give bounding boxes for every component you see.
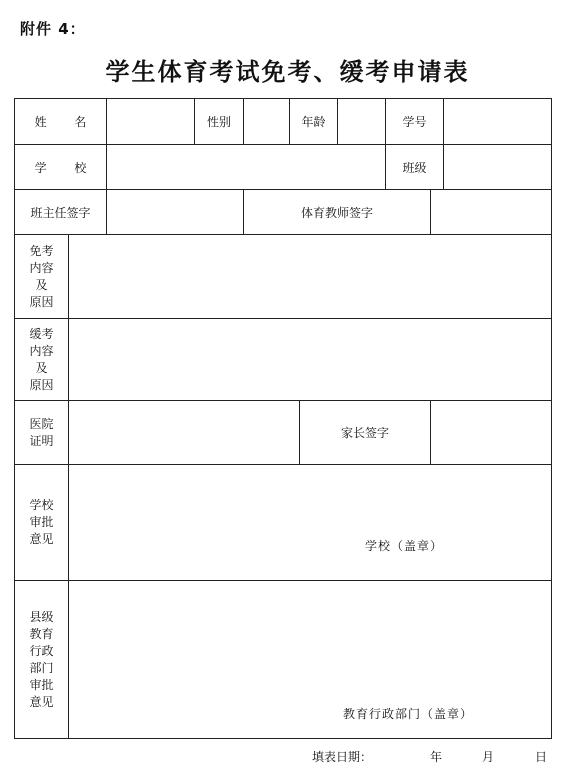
name-label: 姓 名 <box>34 115 99 129</box>
county-review-field[interactable] <box>69 581 552 739</box>
fill-date-label: 填表日期： <box>312 750 373 764</box>
row-hospital <box>15 401 552 465</box>
gender-label: 性别 <box>195 99 244 145</box>
defer-label: 缓考 内容 及 原因 <box>29 326 54 392</box>
age-field[interactable] <box>338 99 386 145</box>
county-review-label-cell <box>15 581 69 739</box>
row-county-review <box>15 581 552 739</box>
hospital-label-cell <box>15 401 69 465</box>
hospital-proof-field[interactable] <box>69 401 300 465</box>
student-id-field[interactable] <box>444 99 552 145</box>
application-form-table <box>14 98 552 739</box>
row-basic-info <box>15 99 552 145</box>
school-label: 学 校 <box>34 160 99 175</box>
pe-teacher-sign-label: 体育教师签字 <box>244 190 431 235</box>
name-label-cell <box>15 99 107 145</box>
gender-field[interactable] <box>244 99 290 145</box>
parent-sign-label: 家长签字 <box>300 401 431 465</box>
row-school-review <box>15 465 552 581</box>
year-label: 年 <box>430 750 443 764</box>
day-label: 日 <box>535 750 548 764</box>
row-exempt <box>15 235 552 319</box>
exempt-label-cell <box>15 235 69 319</box>
annex-label: 附件 4： <box>20 20 86 38</box>
month-label: 月 <box>482 750 495 764</box>
form-title: 学生体育考试免考、缓考申请表 <box>105 58 470 86</box>
exempt-label: 免考 内容 及 原因 <box>29 243 54 309</box>
school-review-field[interactable] <box>69 465 552 581</box>
name-field[interactable] <box>107 99 195 145</box>
head-teacher-sign-label: 班主任签字 <box>15 190 107 235</box>
exempt-content-field[interactable] <box>69 235 552 319</box>
school-field[interactable] <box>107 145 386 190</box>
row-defer <box>15 319 552 401</box>
parent-sign-field[interactable] <box>431 401 552 465</box>
school-seal-label: 学校（盖章） <box>365 539 444 553</box>
school-review-label: 学校 审批 意见 <box>29 498 54 546</box>
defer-content-field[interactable] <box>69 319 552 401</box>
hospital-label: 医院 证明 <box>29 416 54 448</box>
class-label: 班级 <box>386 145 444 190</box>
defer-label-cell <box>15 319 69 401</box>
school-review-label-cell <box>15 465 69 581</box>
head-teacher-sign-field[interactable] <box>107 190 244 235</box>
class-field[interactable] <box>444 145 552 190</box>
row-signatures <box>15 190 552 235</box>
school-label-cell <box>15 145 107 190</box>
age-label: 年龄 <box>290 99 338 145</box>
county-seal-label: 教育行政部门（盖章） <box>343 707 474 721</box>
row-school <box>15 145 552 190</box>
pe-teacher-sign-field[interactable] <box>431 190 552 235</box>
county-review-label: 县级 教育 行政 部门 审批 意见 <box>29 609 54 709</box>
student-id-label: 学号 <box>386 99 444 145</box>
